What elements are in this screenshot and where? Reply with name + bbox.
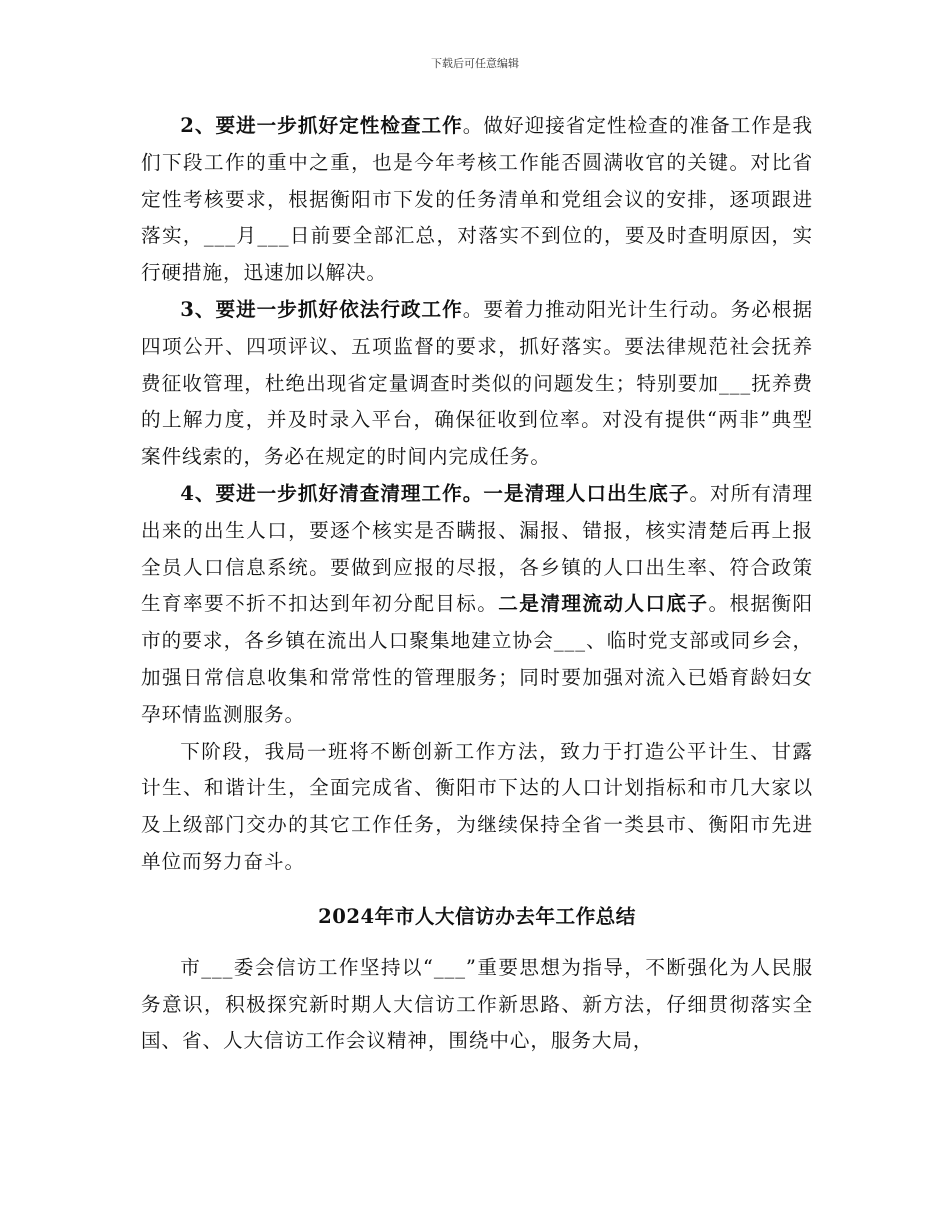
paragraph-inspection xyxy=(141,108,813,292)
page-header: 下载后可任意编辑 xyxy=(431,57,519,70)
section-title: 2024年市人大信访办去年工作总结 xyxy=(318,904,636,928)
paragraph-text: 。做好迎接省定性检查的准备工作是我们下段工作的重中之重，也是今年考核工作能否圆满收官的关键。对比省定性考核要求，根据衡阳市下发的任务清单和党组会议的安排，逐项跟进落实，___月___日前要全部汇总，对落实不到位的，要及时查明原因，实行硬措施，迅速加以解决。 xyxy=(141,114,814,285)
paragraph-text: 。要着力推动阳光计生行动。务必根据四项公开、四项评议、五项监督的要求，抓好落实。要法律规范社会抚养费征收管理，杜绝出现省定量调查时类似的问题发生；特别要加___抚养费的上解力度，并及时录入平台，确保征收到位率。对没有提供“两非”典型案件线索的，务必在规定的时间内完成任务。 xyxy=(141,297,814,469)
paragraph-text: 。根据衡阳市的要求，各乡镇在流出人口聚集地建立协会___、临时党支部或同乡会，加强日常信息收集和常常性的管理服务；同时要加强对流入已婚育龄妇女孕环情监测服务。 xyxy=(141,592,814,726)
paragraph-lead-secondary: 二是清理流动人口底子 xyxy=(498,592,709,616)
paragraph-lead: 2、要进一步抓好定性检查工作 xyxy=(180,114,463,137)
paragraph-cleanup xyxy=(141,476,813,734)
paragraph-closing: 市___委会信访工作坚持以“___”重要思想为指导，不断强化为人民服务意识，积极探究新时期人大信访工作新思路、新方法，仔细贯彻落实全国、省、人大信访工作会议精神，围绕中心，服务大局， xyxy=(141,955,813,1053)
paragraph-law-enforcement xyxy=(141,292,813,476)
paragraph-text: 。对所有清理出来的出生人口，要逐个核实是否瞒报、漏报、错报，核实清楚后再上报全员人口信息系统。要做到应报的尽报，各乡镇的人口出生率、符合政策生育率要不折不扣达到年初分配目标。 xyxy=(141,481,813,616)
paragraph-next-stage: 下阶段，我局一班将不断创新工作方法，致力于打造公平计生、甘露计生、和谐计生，全面完成省、衡阳市下达的人口计划指标和市几大家以及上级部门交办的其它工作任务，为继续保持全省一类县市、衡阳市先进单位而努力奋斗。 xyxy=(141,739,813,873)
paragraph-lead: 4、要进一步抓好清查清理工作。一是清理人口出生底子 xyxy=(180,481,690,505)
paragraph-lead: 3、要进一步抓好依法行政工作 xyxy=(180,297,463,321)
document-body xyxy=(141,108,813,1060)
